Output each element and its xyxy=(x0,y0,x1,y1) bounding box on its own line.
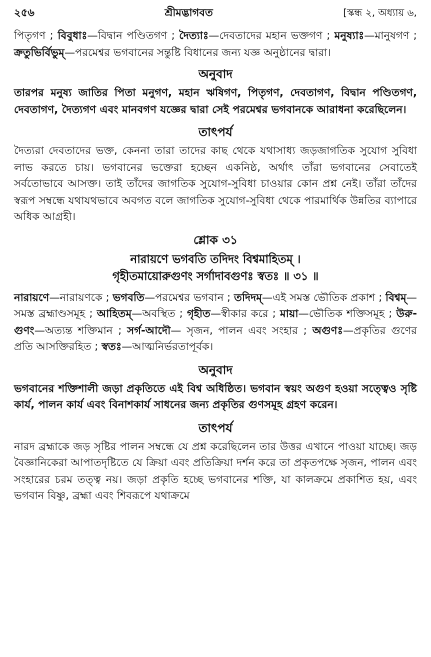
synonym-meaning: —আত্মনির্ভরতাপূর্বক। xyxy=(121,341,214,353)
purport-text: নারদ ব্রহ্মাকে জড় সৃষ্টির পালন সম্বন্ধে যে প্রশ্ন করেছিলেন তার উত্তর এখানে পাওয়া যাচ্ছে। জড় বৈজ্ঞানিকেরা আপাতদৃষ্টিতে যে ক্রিয়া এবং প্রতিক্রিয়া দর্শন করে তা প্রকৃতপক্ষে সৃজন, পালন এবং সংহারের চরম তত্ত্ব নয়। জড়া প্রকৃতি হচ্ছে ভগবানের শক্তি, যা কালক্রমে প্রকাশিত হয়, এবং ভগবান বিষ্ণু, ব্রহ্মা এবং শিবরূপে যথাক্রমে xyxy=(14,440,417,502)
word-meanings xyxy=(14,290,417,356)
page-header xyxy=(14,6,417,22)
synonym-term: পিতৃগণ ; xyxy=(14,30,54,42)
synonym-meaning: —সমস্ত ব্রহ্মাণ্ডসমূহ ; xyxy=(14,291,417,320)
purport-heading: তাৎপর্য xyxy=(198,420,233,435)
verse-text xyxy=(14,251,417,286)
verse-line-1: নারায়ণে ভগবতি তদিদং বিশ্বমাহিতম্ । xyxy=(130,251,301,266)
synonym-term: মায়া xyxy=(280,308,299,320)
verse-heading: শ্লোক ৩১ xyxy=(193,232,238,247)
translation-heading: অনুবাদ xyxy=(198,362,233,377)
synonym-term: ভগবতি xyxy=(112,291,145,304)
synonym-meaning: —এই সমস্ত ভৌতিক প্রকাশ ; xyxy=(262,291,386,304)
synonym-term: সর্গ-আদৌ xyxy=(127,324,171,337)
synonym-meaning: —স্বীকার করে ; xyxy=(210,308,280,320)
synonym-meaning: —প্রকৃতির গুণের প্রতি আসক্তিরহিত ; xyxy=(14,324,417,353)
page-number: ২৫৬ xyxy=(14,7,35,19)
synonym-meaning: —নারায়ণকে ; xyxy=(49,291,113,304)
synonym-meaning: —মানুষগণ ; xyxy=(364,30,417,42)
translation-text: তারপর মনুষ্য জাতির পিতা মনুগণ, মহান ঋষিগণ, পিতৃগণ, দেবতাগণ, বিদ্বান পণ্ডিতগণ, দেবতাগণ, দৈত্যগণ এবং মানবগণ যজ্ঞের দ্বারা সেই পরমেশ্বর ভগবানকে আরাধনা করেছিলেন। xyxy=(14,87,417,116)
purport-text: দৈত্যরা দেবতাদের ভক্ত, কেননা তারা তাদের কাছ থেকে যথাসাধ্য জড়জাগতিক সুযোগ সুবিধা লাভ করতে চায়। ভগবানের ভক্তেরা হচ্ছেন একনিষ্ঠ, অর্থাৎ তাঁরা ভগবানের সেবাতেই সর্বতোভাবে আসক্ত। তাই তাঁদের জাগতিক সুযোগ-সুবিধা চাওয়ার কোন প্রশ্ন নেই। তাঁরা তাঁদের স্বরূপ সম্বন্ধে যথাযথভাবে অবগত বলে জাগতিক সুযোগ-সুবিধা থেকে পারমার্থিক উন্নতির ব্যাপারে অধিক আগ্রহী। xyxy=(14,145,417,223)
synonym-term: মনুষ্যাঃ xyxy=(334,30,365,42)
purport-heading: তাৎপর্য xyxy=(198,125,233,139)
synonym-meaning: —দেবতাদের মহান ভক্তগণ ; xyxy=(208,30,335,42)
synonym-meaning: —ভৌতিক শক্তিসমূহ ; xyxy=(298,308,397,320)
verse-line-2: গৃহীতমায়োরুগুণং সর্গাদাবগুণঃ স্বতঃ ॥ ৩১ ॥ xyxy=(112,269,319,283)
synonym-meaning: —অত্যন্ত শক্তিমান ; xyxy=(34,324,128,337)
synonym-term: নারায়ণে xyxy=(14,291,50,304)
translation-heading: অনুবাদ xyxy=(198,67,233,81)
synonym-term: বিশ্বম্ xyxy=(385,291,407,304)
synonym-term: তদিদম্ xyxy=(234,291,263,304)
synonym-meaning: —অবস্থিত ; xyxy=(131,308,187,320)
book-title: শ্রীমদ্ভাগবত xyxy=(164,7,213,19)
synonym-meaning: —পরমেশ্বর ভগবান ; xyxy=(144,291,235,304)
synonym-term: স্বতঃ xyxy=(101,341,122,353)
synonym-meaning: — সৃজন, পালন এবং সংহার ; xyxy=(170,324,313,337)
synonym-term: উরু-গুণং xyxy=(14,308,417,337)
word-meanings-continued xyxy=(14,28,417,61)
synonym-term: আহিতম্ xyxy=(96,308,132,320)
synonym-meaning: —পরমেশ্বর ভগবানের সন্তুষ্টি বিধানের জন্য যজ্ঞ অনুষ্ঠানের দ্বারা। xyxy=(64,46,331,59)
translation-text: ভগবানের শক্তিশালী জড়া প্রকৃতিতে এই বিশ্ব অধিষ্ঠিত। ভগবান স্বয়ং অগুণ হওয়া সত্ত্বেও সৃষ্টি কার্য, পালন কার্য এবং বিনাশকার্য সাধনের জন্য প্রকৃতির গুণসমূহ গ্রহণ করেন। xyxy=(14,382,417,411)
synonym-term: গৃহীত xyxy=(186,308,211,320)
section-reference: [স্কন্ধ ২, অধ্যায় ৬, xyxy=(343,8,417,19)
synonym-term: অগুণঃ xyxy=(312,324,343,337)
synonym-term: বিবুধাঃ xyxy=(53,30,88,42)
synonym-meaning: —বিদ্বান পণ্ডিতগণ ; xyxy=(87,30,180,42)
synonym-term: ক্রতুভির্বিভুম্ xyxy=(14,46,65,59)
synonym-term: দৈত্যাঃ xyxy=(179,30,209,42)
